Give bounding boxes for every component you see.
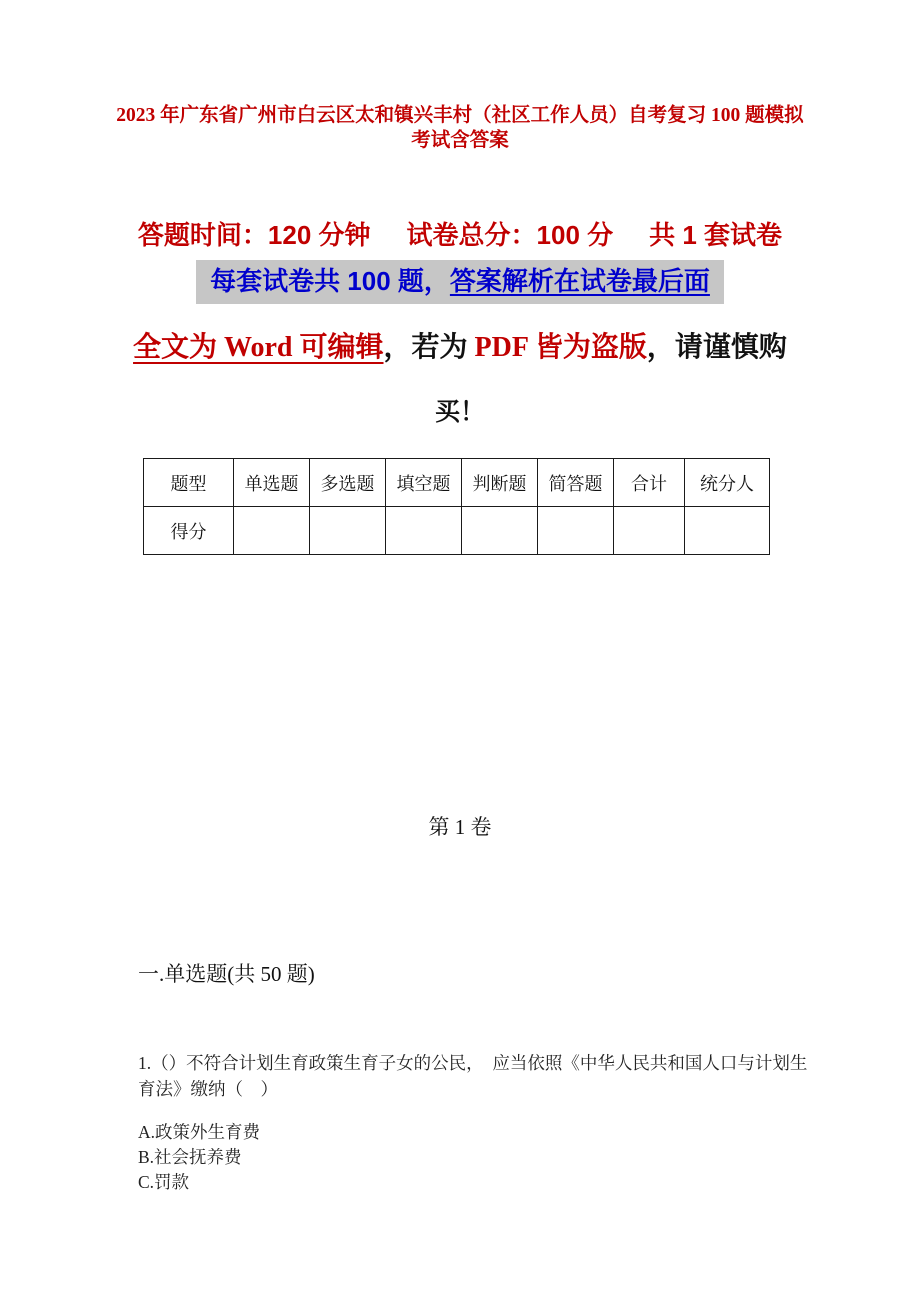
header-cell-question-type: 题型 — [144, 459, 234, 507]
header-cell-multi-choice: 多选题 — [310, 459, 386, 507]
score-cell-empty — [538, 507, 614, 555]
header-cell-total: 合计 — [614, 459, 685, 507]
score-cell-empty — [310, 507, 386, 555]
exam-total-score-text: 试卷总分：100 分 — [406, 220, 614, 250]
table-header-row — [144, 459, 770, 507]
header-cell-scorer: 统分人 — [685, 459, 770, 507]
document-title: 2023 年广东省广州市白云区太和镇兴丰村（社区工作人员）自考复习 100 题模拟考试含答案 — [116, 105, 804, 151]
pdf-pirated-text: PDF 皆为盗版 — [474, 332, 647, 363]
question-1-options — [138, 1120, 920, 1195]
score-cell-empty — [234, 507, 310, 555]
answer-location-underlined-text: 答案解析在试卷最后面 — [449, 266, 710, 296]
notice-line2-text: 买！ — [434, 399, 485, 426]
header-cell-true-false: 判断题 — [462, 459, 538, 507]
exam-info-line — [0, 215, 920, 252]
header-cell-single-choice: 单选题 — [234, 459, 310, 507]
anti-piracy-notice-line — [0, 330, 920, 366]
volume-title: 第 1 卷 — [428, 815, 492, 839]
notice-separator-text: ，若为 — [383, 332, 475, 363]
highlight-row — [0, 260, 920, 304]
score-row-label: 得分 — [144, 507, 234, 555]
exam-set-count-text: 共 1 套试卷 — [649, 220, 783, 250]
notice-caution-text: ，请谨慎购 — [646, 332, 787, 363]
option-a: A.政策外生育费 — [138, 1122, 261, 1142]
section-heading-single-choice: 一.单选题(共 50 题) — [138, 962, 315, 986]
score-summary-table — [143, 458, 770, 555]
option-b: B.社会抚养费 — [138, 1147, 242, 1167]
score-cell-empty — [462, 507, 538, 555]
header-cell-short-answer: 简答题 — [538, 459, 614, 507]
word-editable-text: 全文为 Word 可编辑 — [133, 332, 384, 363]
exam-time-text: 答题时间：120 分钟 — [137, 220, 371, 250]
highlight-box — [196, 260, 724, 304]
header-cell-fill-blank: 填空题 — [386, 459, 462, 507]
score-cell-empty — [386, 507, 462, 555]
highlight-prefix-text: 每套试卷共 100 题， — [210, 266, 450, 296]
score-cell-empty — [685, 507, 770, 555]
question-1-text: 1.（）不符合计划生育政策生育子女的公民， 应当依照《中华人民共和国人口与计划生育法》缴纳（ ） — [138, 1053, 808, 1099]
option-c: C.罚款 — [138, 1172, 190, 1192]
score-cell-empty — [614, 507, 685, 555]
table-score-row — [144, 507, 770, 555]
